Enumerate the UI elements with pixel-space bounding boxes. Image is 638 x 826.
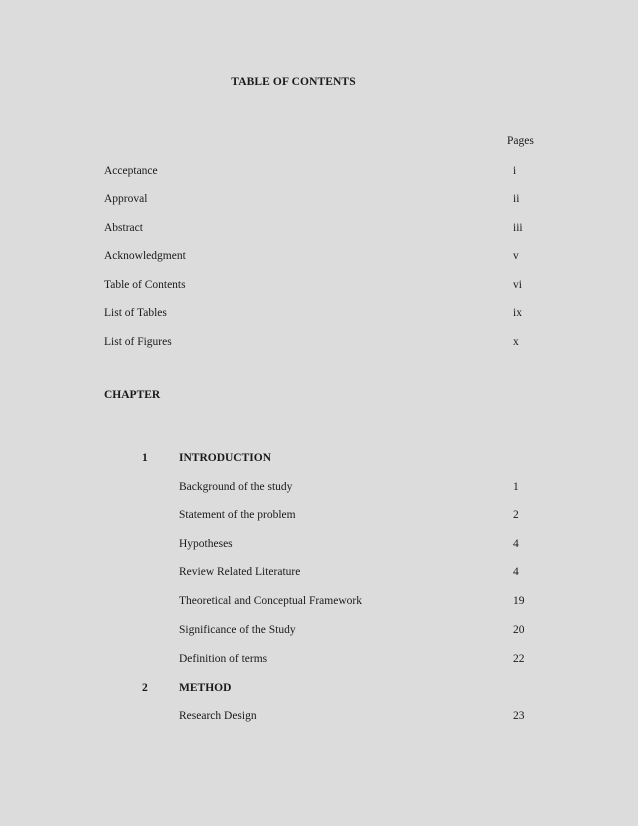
toc-entry-label: Theoretical and Conceptual Framework xyxy=(179,595,362,607)
toc-entry-statement-of-problem xyxy=(0,507,638,523)
toc-entry-framework xyxy=(0,593,638,609)
toc-entry-label: Acceptance xyxy=(104,165,158,177)
toc-entry-label: Definition of terms xyxy=(179,653,268,665)
toc-entry-significance xyxy=(0,622,638,638)
toc-entry-label: Research Design xyxy=(179,710,257,722)
toc-entry-page: 22 xyxy=(513,653,525,665)
toc-entry-review-literature xyxy=(0,564,638,580)
toc-entry-table-of-contents xyxy=(0,277,638,293)
chapter-heading: CHAPTER xyxy=(104,389,161,401)
toc-entry-hypotheses xyxy=(0,536,638,552)
toc-entry-approval xyxy=(0,191,638,207)
toc-entry-research-design xyxy=(0,708,638,724)
toc-entry-label: Background of the study xyxy=(179,481,293,493)
toc-entry-page: i xyxy=(513,165,517,177)
toc-entry-list-of-figures xyxy=(0,334,638,350)
chapter-2-heading xyxy=(0,680,638,696)
toc-entry-label: Acknowledgment xyxy=(104,250,186,262)
toc-entry-label: Abstract xyxy=(104,222,143,234)
toc-entry-definition-of-terms xyxy=(0,651,638,667)
toc-entry-background xyxy=(0,479,638,495)
chapter-1-heading xyxy=(0,450,638,466)
toc-entry-page: vi xyxy=(513,279,522,291)
chapter-number: 2 xyxy=(142,682,148,694)
toc-entry-label: List of Tables xyxy=(104,307,167,319)
toc-entry-page: x xyxy=(513,336,519,348)
toc-entry-abstract xyxy=(0,220,638,236)
toc-entry-page: 1 xyxy=(513,481,519,493)
toc-entry-page: ii xyxy=(513,193,520,205)
toc-entry-page: 4 xyxy=(513,566,519,578)
chapter-number: 1 xyxy=(142,452,148,464)
toc-entry-page: 20 xyxy=(513,624,525,636)
pages-column-header: Pages xyxy=(507,135,534,147)
toc-entry-label: Hypotheses xyxy=(179,538,233,550)
toc-entry-label: Approval xyxy=(104,193,148,205)
toc-entry-label: Table of Contents xyxy=(104,279,186,291)
toc-entry-page: ix xyxy=(513,307,522,319)
toc-entry-label: Statement of the problem xyxy=(179,509,296,521)
chapter-title: METHOD xyxy=(179,682,232,694)
toc-entry-page: 4 xyxy=(513,538,519,550)
toc-entry-label: List of Figures xyxy=(104,336,172,348)
toc-entry-label: Review Related Literature xyxy=(179,566,301,578)
toc-entry-page: 23 xyxy=(513,710,525,722)
chapter-title: INTRODUCTION xyxy=(179,452,272,464)
page-title: TABLE OF CONTENTS xyxy=(231,76,356,88)
toc-entry-page: 2 xyxy=(513,509,519,521)
toc-entry-label: Significance of the Study xyxy=(179,624,296,636)
toc-entry-page: iii xyxy=(513,222,523,234)
toc-entry-page: v xyxy=(513,250,519,262)
toc-entry-page: 19 xyxy=(513,595,525,607)
toc-entry-acknowledgment xyxy=(0,248,638,264)
toc-entry-list-of-tables xyxy=(0,305,638,321)
toc-entry-acceptance xyxy=(0,163,638,179)
